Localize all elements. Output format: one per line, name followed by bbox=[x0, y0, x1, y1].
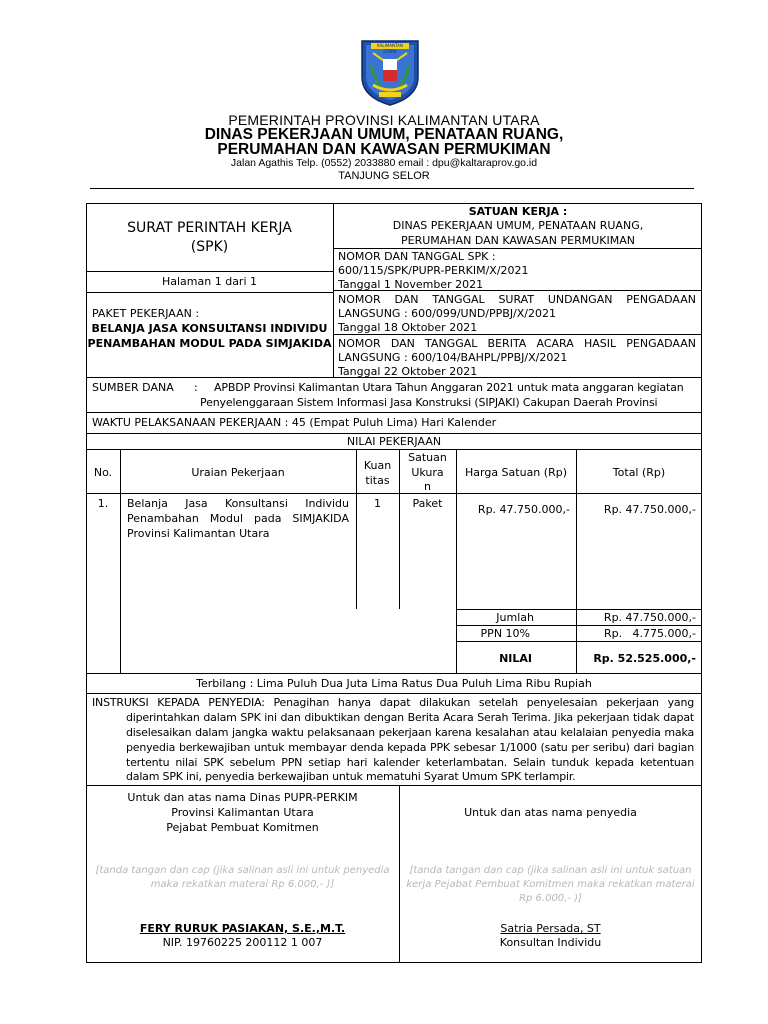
instruksi-line4: penyedia berkewajiban untuk membayar denda kepada PPK sebesar 1/1000 (satu per seribu) dari bagian bbox=[126, 741, 694, 754]
item-satuan: Paket bbox=[412, 497, 443, 510]
right-signature-placeholder: [tanda tangan dan cap (jika salinan asli ini untuk satuan kerja Pejabat Pembuat Komitmen maka rekatkan materai Rp 6.000,- )] bbox=[406, 865, 695, 904]
nomor-spk-value: 600/115/SPK/PUPR-PERKIM/X/2021 bbox=[338, 264, 529, 277]
item-uraian-line1: Belanja Jasa Konsultansi Individu bbox=[127, 497, 349, 510]
item-uraian-line3: Provinsi Kalimantan Utara bbox=[127, 527, 270, 540]
spk-form bbox=[86, 203, 702, 963]
letterhead-province: PEMERINTAH PROVINSI KALIMANTAN UTARA bbox=[228, 112, 540, 128]
logo-text: KALIMANTAN UTARA bbox=[377, 43, 403, 54]
spk-title: SURAT PERINTAH KERJA bbox=[127, 220, 292, 236]
left-signatory-line2: Provinsi Kalimantan Utara bbox=[171, 806, 314, 819]
col-header-uraian: Uraian Pekerjaan bbox=[191, 466, 285, 479]
instruksi-line6: dalam SPK ini, penyedia berkewajiban untuk mematuhi Syarat Umum SPK terlampir. bbox=[126, 770, 576, 783]
waktu-pelaksanaan: WAKTU PELAKSANAAN PEKERJAAN : 45 (Empat Puluh Lima) Hari Kalender bbox=[92, 416, 497, 429]
col-header-no: No. bbox=[93, 466, 113, 479]
nomor-spk-date: Tanggal 1 November 2021 bbox=[338, 278, 484, 291]
undangan-line2: LANGSUNG : 600/099/UND/PPBJ/X/2021 bbox=[338, 307, 557, 320]
letterhead-agency-line1: DINAS PEKERJAAN UMUM, PENATAAN RUANG, bbox=[204, 126, 564, 143]
col-header-total: Total (Rp) bbox=[612, 466, 666, 479]
paket-title-line1: BELANJA JASA KONSULTANSI INDIVIDU bbox=[91, 322, 328, 335]
sumber-dana-colon: : bbox=[194, 381, 198, 394]
letterhead-address: Jalan Agathis Telp. (0552) 2033880 email : dpu@kaltaraprov.go.id bbox=[230, 157, 538, 169]
col-header-kuantitas-1: Kuan bbox=[363, 459, 392, 472]
undangan-date: Tanggal 18 Oktober 2021 bbox=[338, 321, 478, 334]
col-header-satuan-1: Satuan bbox=[408, 451, 447, 464]
undangan-line1: NOMOR DAN TANGGAL SURAT UNDANGAN PENGADAAN bbox=[338, 293, 696, 306]
left-signatory-line3: Pejabat Pembuat Komitmen bbox=[166, 821, 319, 834]
left-signatory-line1: Untuk dan atas nama Dinas PUPR-PERKIM bbox=[127, 791, 358, 804]
jumlah-label: Jumlah bbox=[496, 611, 534, 624]
halaman-label: Halaman 1 dari 1 bbox=[161, 275, 258, 288]
left-signatory-nip: NIP. 19760225 200112 1 007 bbox=[162, 936, 323, 949]
satuan-kerja-line1: DINAS PEKERJAAN UMUM, PENATAAN RUANG, bbox=[392, 219, 644, 232]
nilai-label: NILAI bbox=[499, 652, 532, 665]
item-uraian-line2: Penambahan Modul pada SIMJAKIDA bbox=[127, 512, 349, 525]
instruksi-line2: diperintahkan dalam SPK ini dan dibuktikan dengan Berita Acara Serah Terima. Jika pekerjaan tidak dapat bbox=[126, 711, 694, 724]
ppn-label: PPN 10% bbox=[480, 627, 530, 640]
nomor-spk-label: NOMOR DAN TANGGAL SPK : bbox=[338, 250, 496, 263]
item-no: 1. bbox=[97, 497, 109, 510]
right-signatory-role: Konsultan Individu bbox=[499, 936, 602, 949]
instruksi-line1: INSTRUKSI KEPADA PENYEDIA: Penagihan hanya dapat dilakukan setelah penyelesaian pekerjaan yang bbox=[92, 696, 694, 709]
col-header-satuan-2: Ukura bbox=[411, 466, 444, 479]
col-header-kuantitas-2: titas bbox=[365, 474, 390, 487]
berita-acara-line2: LANGSUNG : 600/104/BAHPL/PPBJ/X/2021 bbox=[338, 351, 568, 364]
jumlah-value: Rp. 47.750.000,- bbox=[603, 611, 696, 624]
instruksi-line5: tertentu nilai SPK sebelum PPN setiap hari kalender keterlambatan. Selain tunduk kepada ketentuan bbox=[126, 756, 694, 769]
berita-acara-line1: NOMOR DAN TANGGAL BERITA ACARA HASIL PENGADAAN bbox=[338, 337, 696, 350]
item-total: Rp. 47.750.000,- bbox=[603, 503, 696, 516]
province-logo bbox=[357, 37, 423, 107]
instruksi-line3: diselesaikan dalam jangka waktu pelaksanaan pekerjaan karena kesalahan atau kelalaian penyedia maka bbox=[126, 726, 694, 739]
letterhead-agency-line2: PERUMAHAN DAN KAWASAN PERMUKIMAN bbox=[217, 141, 551, 158]
berita-acara-date: Tanggal 22 Oktober 2021 bbox=[338, 365, 478, 378]
nilai-pekerjaan-heading: NILAI PEKERJAAN bbox=[346, 435, 442, 448]
terbilang: Terbilang : Lima Puluh Dua Juta Lima Ratus Dua Puluh Lima Ribu Rupiah bbox=[196, 677, 592, 690]
item-harga-satuan: Rp. 47.750.000,- bbox=[477, 503, 570, 516]
item-kuantitas: 1 bbox=[374, 497, 381, 510]
satuan-kerja-label: SATUAN KERJA : bbox=[468, 205, 568, 218]
left-signatory-name: FERY RURUK PASIAKAN, S.E.,M.T. bbox=[139, 922, 346, 935]
right-signatory-name: Satria Persada, ST bbox=[500, 922, 601, 935]
left-signature-placeholder: [tanda tangan dan cap (jika salinan asli ini untuk penyedia maka rekatkan materai Rp 6.000,- )] bbox=[95, 865, 390, 890]
paket-label: PAKET PEKERJAAN : bbox=[92, 307, 200, 320]
sumber-dana-line2: Penyelenggaraan Sistem Informasi Jasa Konstruksi (SIPJAKI) Cakupan Daerah Provinsi bbox=[200, 396, 658, 409]
satuan-kerja-line2: PERUMAHAN DAN KAWASAN PERMUKIMAN bbox=[401, 234, 635, 247]
col-header-satuan-3: n bbox=[424, 480, 431, 493]
nilai-value: Rp. 52.525.000,- bbox=[593, 652, 696, 665]
sumber-dana-label: SUMBER DANA bbox=[92, 381, 174, 394]
letterhead-city: TANJUNG SELOR bbox=[338, 170, 430, 182]
paket-title-line2: PENAMBAHAN MODUL PADA SIMJAKIDA bbox=[87, 337, 332, 350]
col-header-harga: Harga Satuan (Rp) bbox=[465, 466, 567, 479]
letterhead-divider bbox=[90, 188, 694, 189]
spk-title-abbr: (SPK) bbox=[190, 239, 229, 255]
sumber-dana-line1: APBDP Provinsi Kalimantan Utara Tahun Anggaran 2021 untuk mata anggaran kegiatan bbox=[214, 381, 684, 394]
right-signatory-line1: Untuk dan atas nama penyedia bbox=[464, 806, 637, 819]
ppn-value: Rp. 4.775.000,- bbox=[603, 627, 696, 640]
